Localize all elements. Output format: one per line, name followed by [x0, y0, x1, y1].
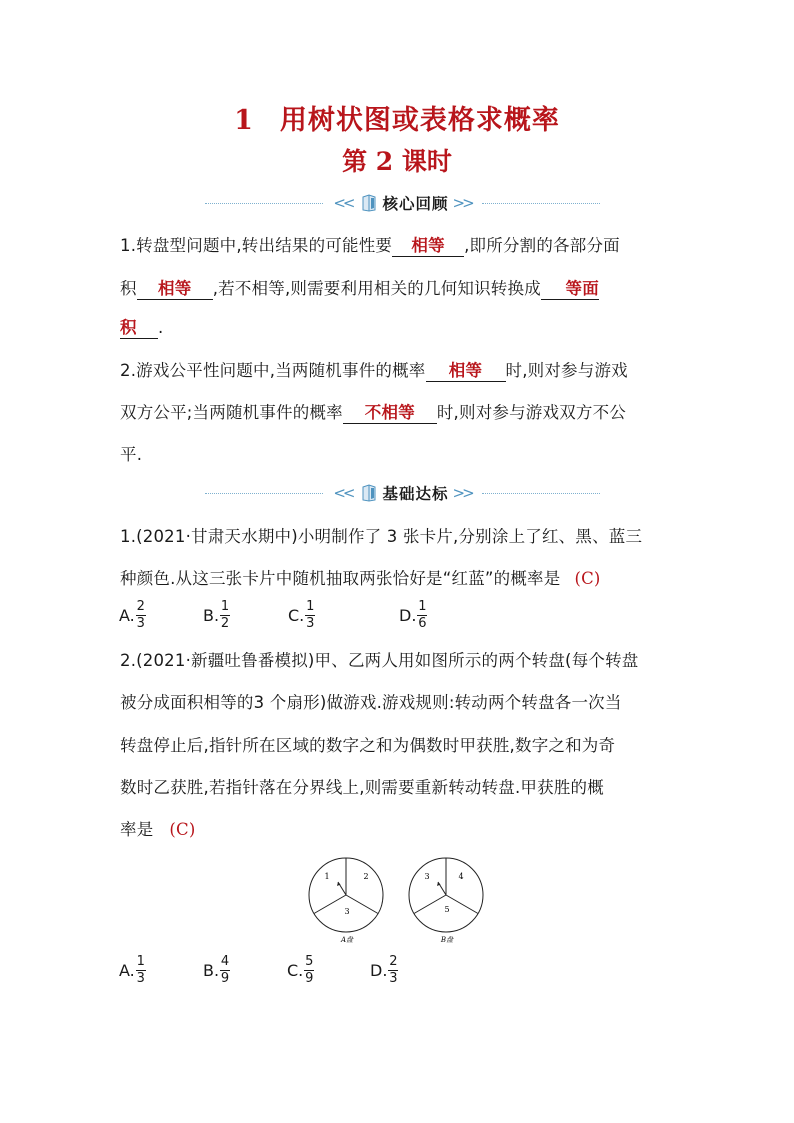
fraction — [136, 600, 146, 631]
denominator: 3 — [389, 971, 398, 986]
chevron-right-icon: >> — [452, 484, 472, 502]
fraction — [220, 955, 230, 986]
section-header-review — [205, 191, 600, 215]
option-label: A. — [119, 606, 135, 625]
numerator: 4 — [220, 954, 230, 969]
text: 时,则对参与游戏双方不公 — [436, 403, 627, 422]
numerator: 1 — [418, 599, 427, 614]
review-line-6: 平. — [120, 445, 143, 464]
book-icon — [361, 484, 377, 502]
text: 1.转盘型问题中,转出结果的可能性要 — [120, 236, 393, 255]
chevron-left-icon: << — [333, 484, 353, 502]
review-line-5 — [120, 399, 626, 424]
q1-option-b — [203, 600, 230, 631]
book-icon — [361, 194, 377, 212]
section-header-practice — [205, 481, 600, 505]
option-label: B. — [203, 606, 220, 625]
text: 时,则对参与游戏 — [505, 361, 628, 380]
q2-option-a — [119, 955, 146, 986]
answer-text: 相等 — [158, 279, 192, 298]
q1-option-c — [288, 600, 315, 631]
blank — [343, 403, 437, 424]
fraction — [304, 955, 314, 986]
answer-text: 等面 — [565, 279, 599, 298]
fraction — [136, 955, 146, 986]
lesson-subtitle: 第 2 课时 — [342, 147, 452, 176]
answer-text: 相等 — [448, 361, 483, 380]
fraction — [305, 600, 315, 631]
lesson-number: 1 — [234, 105, 254, 136]
review-line-4 — [120, 357, 628, 382]
option-label: C. — [287, 961, 304, 980]
q2-option-d — [370, 955, 398, 986]
q1-option-d — [399, 600, 427, 631]
spinner-b-sector-5: 5 — [444, 905, 450, 914]
divider-right — [482, 493, 600, 494]
lesson-title — [0, 98, 794, 137]
spinner-a — [309, 858, 383, 944]
answer-text: 相等 — [411, 236, 445, 255]
blank — [541, 279, 599, 300]
numerator: 5 — [305, 954, 314, 969]
option-label: A. — [119, 961, 135, 980]
spinner-a-sector-3: 3 — [344, 907, 350, 916]
numerator: 2 — [389, 954, 398, 969]
answer-choice: (C) — [574, 569, 601, 588]
divider-left — [205, 493, 323, 494]
option-label: D. — [399, 606, 417, 625]
numerator: 1 — [136, 954, 145, 969]
answer-text: 不相等 — [364, 403, 415, 422]
q2-line-2: 被分成面积相等的3 个扇形)做游戏.游戏规则:转动两个转盘各一次当 — [120, 693, 622, 712]
blank — [392, 236, 464, 257]
q1-line-1: 1.(2021·甘肃天水期中)小明制作了 3 张卡片,分别涂上了红、黑、蓝三 — [120, 527, 643, 546]
blank — [426, 361, 506, 382]
q2-line-4: 数时乙获胜,若指针落在分界线上,则需要重新转动转盘.甲获胜的概 — [120, 778, 604, 797]
q1-line-2 — [120, 565, 601, 589]
denominator: 3 — [306, 616, 315, 631]
blank — [137, 279, 213, 300]
text: . — [158, 318, 164, 337]
text: ,若不相等,则需要利用相关的几何知识转换成 — [212, 279, 541, 298]
q2-option-b — [203, 955, 230, 986]
lesson-title-text: 用树状图或表格求概率 — [279, 105, 560, 136]
divider-right — [482, 203, 600, 204]
spinner-b-sector-3: 3 — [424, 872, 430, 881]
q2-line-1: 2.(2021·新疆吐鲁番模拟)甲、乙两人用如图所示的两个转盘(每个转盘 — [120, 651, 639, 670]
review-line-1 — [120, 232, 620, 257]
section-title-practice: 基础达标 — [382, 485, 449, 503]
spinner-a-sector-1: 1 — [324, 872, 330, 881]
spinner-b — [409, 858, 483, 944]
spinner-figure — [300, 848, 500, 948]
spinner-b-sector-4: 4 — [458, 872, 464, 881]
spinner-b-caption: B盘 — [440, 936, 454, 944]
q2-line-3: 转盘停止后,指针所在区域的数字之和为偶数时甲获胜,数字之和为奇 — [120, 736, 616, 755]
numerator: 1 — [220, 599, 230, 614]
denominator: 3 — [136, 971, 145, 986]
q1-option-a — [119, 600, 146, 631]
fraction — [220, 600, 230, 631]
answer-choice: (C) — [169, 820, 196, 839]
option-label: C. — [288, 606, 305, 625]
denominator: 3 — [136, 616, 145, 631]
chevron-right-icon: >> — [452, 194, 472, 212]
denominator: 9 — [220, 971, 230, 986]
text: 率是 — [120, 820, 154, 839]
divider-left — [205, 203, 323, 204]
chevron-left-icon: << — [333, 194, 353, 212]
text: 双方公平;当两随机事件的概率 — [120, 403, 343, 422]
denominator: 9 — [305, 971, 314, 986]
denominator: 2 — [220, 616, 230, 631]
spinner-a-sector-2: 2 — [363, 872, 369, 881]
option-label: B. — [203, 961, 220, 980]
review-line-2 — [120, 275, 599, 300]
text: 2.游戏公平性问题中,当两随机事件的概率 — [120, 361, 426, 380]
text: 积 — [120, 279, 137, 298]
answer-text: 积 — [120, 318, 137, 337]
q2-option-c — [287, 955, 314, 986]
spinner-a-caption: A盘 — [340, 936, 354, 944]
blank — [120, 318, 158, 339]
option-label: D. — [370, 961, 388, 980]
numerator: 2 — [136, 599, 145, 614]
numerator: 1 — [306, 599, 315, 614]
text: ,即所分割的各部分面 — [464, 236, 620, 255]
denominator: 6 — [418, 616, 427, 631]
q2-line-5 — [120, 816, 196, 840]
fraction — [417, 600, 427, 631]
section-title-review: 核心回顾 — [382, 195, 449, 213]
text: 种颜色.从这三张卡片中随机抽取两张恰好是“红蓝”的概率是 — [120, 569, 561, 588]
review-line-3 — [120, 318, 163, 339]
fraction — [388, 955, 398, 986]
